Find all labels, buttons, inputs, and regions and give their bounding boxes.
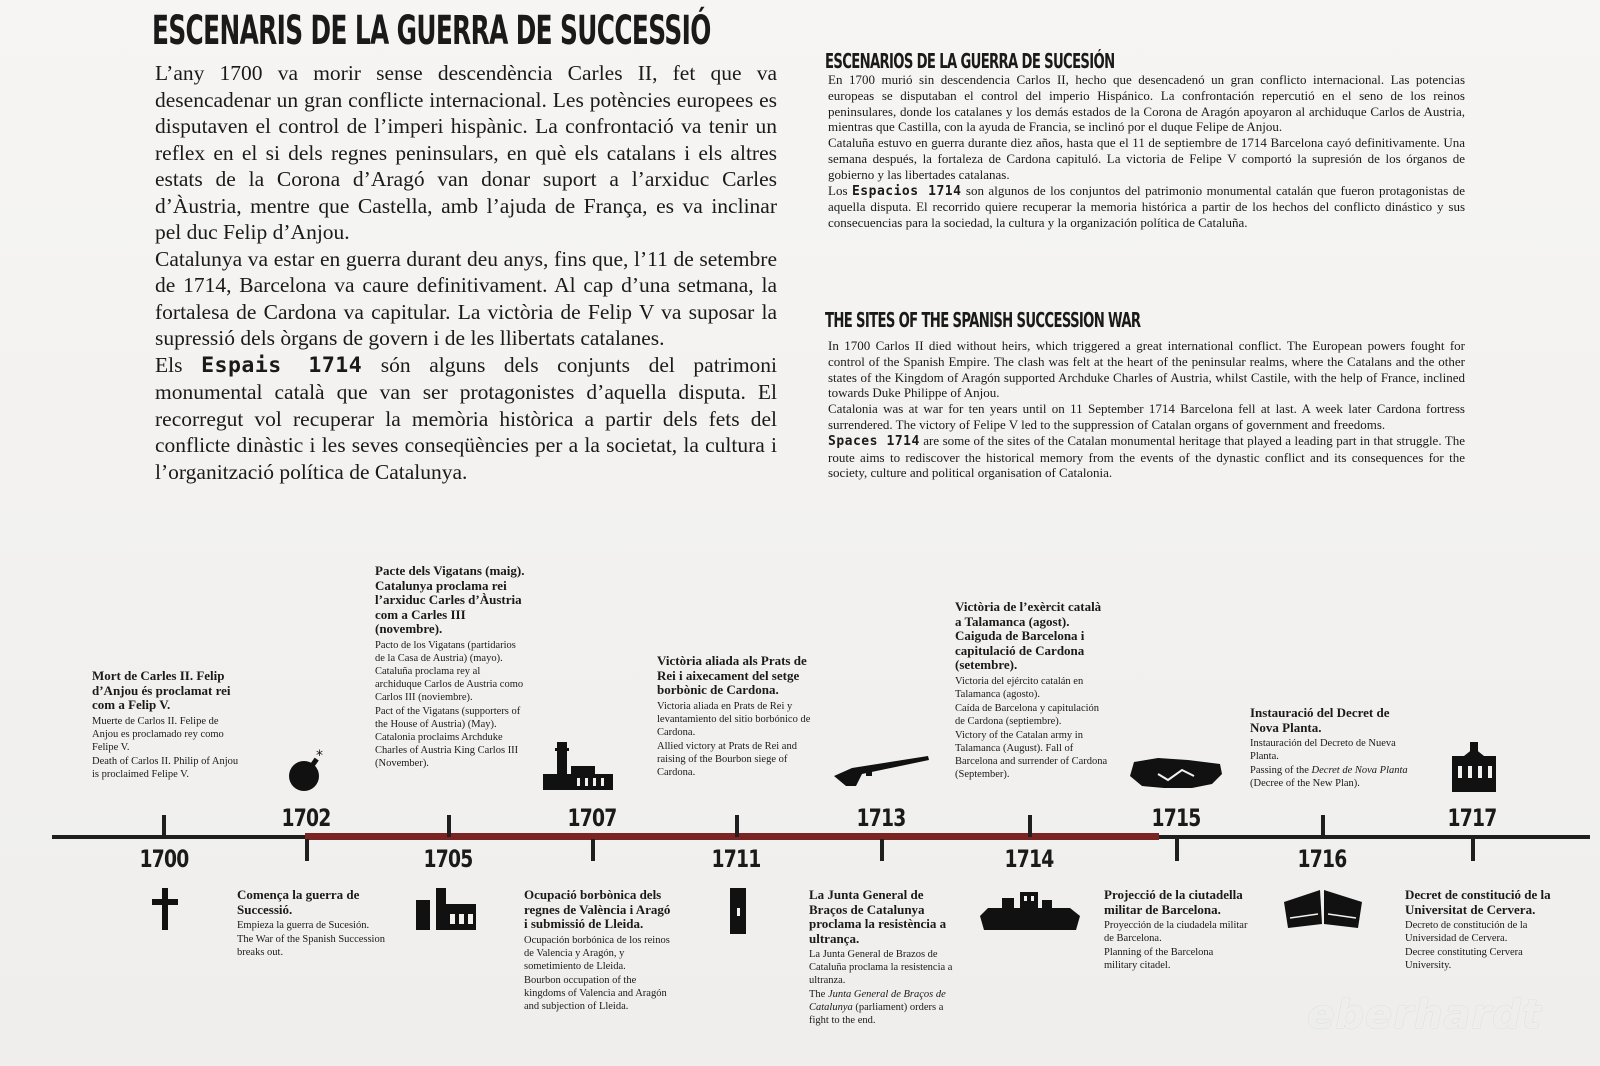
event-1716-en-end: (Decree of the New Plan). xyxy=(1250,778,1360,789)
spanish-title: ESCENARIOS DE LA GUERRA DE SUCESIÓN xyxy=(825,49,1115,73)
tick-1713 xyxy=(880,839,884,861)
event-1702-title: Comença la guerra de Successió. xyxy=(237,887,360,917)
event-1716-en-italic: Decret de Nova Planta xyxy=(1311,765,1408,776)
event-1705 xyxy=(375,564,525,771)
spanish-p3-start: Los xyxy=(828,182,848,198)
event-1717-es: Decreto de constitución de la Universidad de Cervera. xyxy=(1405,920,1528,944)
cross-icon xyxy=(150,888,180,930)
year-1705: 1705 xyxy=(423,845,473,873)
event-1705-es: Pacto de los Vigatans (partidarios de la Casa de Austria) (mayo). Cataluña proclama rey al archiduque Carlos de Austria como Carlos III (noviembre). xyxy=(375,639,524,703)
event-1714-es-1: Victoria del ejército catalán en Talamanca (agosto). xyxy=(955,675,1084,700)
event-1715 xyxy=(1104,888,1249,973)
tower-icon xyxy=(728,888,748,934)
event-1702 xyxy=(237,888,392,960)
event-1713-en-end: (parliament) orders a fight to the end. xyxy=(809,1002,944,1026)
english-p3-rest: are some of the sites of the Catalan monumental heritage that played a leading part in that struggle. The route aims to rediscover the historical memory from the events of the dynastic conflict and its consequences for the society, culture and political organisation of Catalonia. xyxy=(828,432,1466,481)
event-1716 xyxy=(1250,706,1420,791)
event-1716-title: Instauració del Decret de Nova Planta. xyxy=(1250,705,1390,735)
event-1713-en-italic: Junta General de Braços de Catalunya xyxy=(809,989,946,1013)
event-1711-es: Victoria aliada en Prats de Rei y levantamiento del sitio borbónico de Cardona. xyxy=(657,700,811,738)
year-1700: 1700 xyxy=(139,845,189,873)
catalan-espais-label: Espais 1714 xyxy=(201,352,363,378)
tick-1711 xyxy=(735,815,739,837)
event-1714 xyxy=(955,600,1110,782)
event-1713-es: La Junta General de Brazos de Cataluña proclama la resistencia a ultranza. xyxy=(809,949,953,986)
event-1700-es: Muerte de Carlos II. Felipe de Anjou es proclamado rey como Felipe V. xyxy=(92,715,224,753)
catalan-title: ESCENARIS DE LA GUERRA DE SUCCESSIÓ xyxy=(152,8,711,54)
event-1716-en-start: Passing of the xyxy=(1250,765,1309,776)
catalan-p3-rest: són alguns dels conjunts del patrimoni monumental català que van ser protagonistes d’aquella disputa. El recorregut vol recuperar la memòria històrica a partir dels fets del conflicte dinàstic i les seves conseqüències per a la societat, la cultura i l’organització política de Catalunya. xyxy=(155,352,778,484)
year-1717: 1717 xyxy=(1447,804,1497,832)
event-1713-en-start: The xyxy=(809,989,826,1000)
event-1716-en xyxy=(1250,764,1420,790)
event-1705-en: Pact of the Vigatans (supporters of the House of Austria) (May). Catalonia proclaims Archduke Charles of Austria King Carlos III (November). xyxy=(375,705,521,769)
spanish-p3-rest: son algunos de los conjuntos del patrimonio monumental catalán que fueron protagonistas de aquella disputa. El recorrido quiere recuperar la memoria histórica a partir de los hechos del conflicto dinástico y sus consecuencias para la sociedad, la cultura y la organización política de Cataluña. xyxy=(828,182,1465,231)
english-spaces-label: Spaces 1714 xyxy=(828,433,920,449)
event-1714-es-2: Caída de Barcelona y capitulación de Cardona (septiembre). xyxy=(955,702,1100,727)
event-1717-title: Decret de constitució de la Universitat de Cervera. xyxy=(1405,887,1551,917)
event-1705-title: Pacte dels Vigatans (maig). Catalunya proclama rei l’arxiduc Carles d’Àustria com a Carles III (novembre). xyxy=(375,563,525,636)
event-1711-title: Victòria aliada als Prats de Rei i aixecament del setge borbònic de Cardona. xyxy=(657,653,807,697)
event-1707-en: Bourbon occupation of the kingdoms of Valencia and Aragón and subjection of Lleida. xyxy=(524,974,667,1012)
tick-1715 xyxy=(1175,839,1179,861)
citadel-icon xyxy=(1128,756,1226,792)
spanish-espacios-label: Espacios 1714 xyxy=(851,183,962,199)
event-1715-es: Proyección de la ciudadela militar de Barcelona. xyxy=(1104,920,1248,944)
event-1717-en: Decree constituting Cervera University. xyxy=(1405,947,1523,971)
spanish-paragraph-2: Cataluña estuvo en guerra durante diez años, hasta que el 11 de septiembre de 1714 Barcelona cayó definitivamente. Una semana después, la fortaleza de Cardona capituló. La victoria de Felipe V comportó la supresión de los órganos de gobierno y las libertades catalanas. xyxy=(828,135,1465,182)
university-icon xyxy=(1450,742,1498,792)
event-1711-en: Allied victory at Prats de Rei and raising of the Bourbon siege of Cardona. xyxy=(657,740,797,778)
year-1707: 1707 xyxy=(567,804,617,832)
tick-1714 xyxy=(1028,815,1032,837)
event-1713-en xyxy=(809,988,959,1027)
catalan-paragraph-2: Catalunya va estar en guerra durant deu anys, fins que, l’11 de setembre de 1714, Barcelona va caure definitivament. Al cap d’una setmana, la fortalesa de Cardona va capitular. La victòria de Felip V va suposar la supressió dels òrgans de govern i de les llibertats catalanes. xyxy=(155,246,777,350)
event-1707-es: Ocupación borbónica de los reinos de Valencia y Aragón, y sometimiento de Lleida. xyxy=(524,934,670,972)
english-paragraph-1: In 1700 Carlos II died without heirs, which triggered a great international conflict. The European powers fought for control of the Spanish Empire. The clash was felt at the heart of the peninsular realms, where the Catalans and the other states of the Kingdom of Aragón supported Archduke Charles of Austria, whilst Castile, with the help of France, inclined towards Duke Philippe of Anjou. xyxy=(828,338,1465,401)
cathedral-icon xyxy=(541,740,615,792)
year-1715: 1715 xyxy=(1151,804,1201,832)
event-1715-en: Planning of the Barcelona military citadel. xyxy=(1104,947,1214,971)
tick-1702 xyxy=(305,839,309,861)
spanish-paragraph-1: En 1700 murió sin descendencia Carlos II, hecho que desencadenó un gran conflicto internacional. Las potencias europeas se disputaban el control del imperio Hispánico. La confrontación repercutió en el seno de los reinos peninsulares, donde los catalanes y los demás estados de la Corona de Aragón apoyaron al archiduque Carlos de Austria, mientras que Castilla, con la ayuda de Francia, se inclinó por el duque Felipe de Anjou. xyxy=(828,72,1465,135)
musket-icon xyxy=(832,752,932,792)
event-1713-title: La Junta General de Braços de Catalunya proclama la resistència a ultrança. xyxy=(809,887,947,946)
year-1713: 1713 xyxy=(856,804,906,832)
event-1715-title: Projecció de la ciutadella militar de Barcelona. xyxy=(1104,887,1243,917)
event-1700 xyxy=(92,669,242,782)
building-icon xyxy=(414,886,478,932)
book-icon xyxy=(1282,888,1364,930)
event-1700-title: Mort de Carles II. Felip d’Anjou és proclamat rei com a Felip V. xyxy=(92,668,231,712)
tick-1716 xyxy=(1321,815,1325,837)
tick-1707 xyxy=(591,839,595,861)
event-1707 xyxy=(524,888,674,1014)
event-1714-title: Victòria de l’exèrcit català a Talamanca (agost). Caiguda de Barcelona i capitulació de Cardona (setembre). xyxy=(955,599,1102,672)
bomb-icon xyxy=(288,748,328,794)
photographer-watermark: eberhardt xyxy=(1307,992,1542,1038)
event-1700-en: Death of Carlos II. Philip of Anjou is proclaimed Felipe V. xyxy=(92,755,239,780)
catalan-p3-start: Els xyxy=(155,352,183,377)
event-1716-es: Instauración del Decreto de Nueva Planta. xyxy=(1250,738,1396,762)
event-1702-en: The War of the Spanish Succession breaks out. xyxy=(237,934,385,958)
event-1713 xyxy=(809,888,959,1028)
event-1717 xyxy=(1405,888,1565,973)
year-1716: 1716 xyxy=(1297,845,1347,873)
event-1702-es: Empieza la guerra de Sucesión. xyxy=(237,920,370,931)
tick-1700 xyxy=(162,815,166,837)
svg-text:*: * xyxy=(316,748,323,764)
english-paragraph-2: Catalonia was at war for ten years until on 11 September 1714 Barcelona fell at last. A week later Cardona fortress surrendered. The victory of Felipe V led to the suppression of Catalan organs of government and freedoms. xyxy=(828,401,1465,432)
english-title: THE SITES OF THE SPANISH SUCCESSION WAR xyxy=(825,308,1141,332)
event-1714-en: Victory of the Catalan army in Talamanca (August). Fall of Barcelona and surrender of Cardona (September). xyxy=(955,729,1108,780)
event-1707-title: Ocupació borbònica dels regnes de València i Aragó i submissió de Lleida. xyxy=(524,887,671,931)
tick-1717 xyxy=(1471,839,1475,861)
catalan-paragraph-1: L’any 1700 va morir sense descendència Carles II, fet que va desencadenar un gran conflicte internacional. Les potències europees es disputaven el control de l’imperi hispànic. La confrontació va tenir un reflex en el si dels regnes peninsulars, en què els catalans i els altres estats de la Corona d’Aragó van donar suport a l’arxiduc Carles d’Àustria, mentre que Castella, amb l’ajuda de França, es va inclinar pel duc Felip d’Anjou. xyxy=(155,61,777,244)
year-1711: 1711 xyxy=(711,845,761,873)
tick-1705 xyxy=(447,815,451,837)
year-1702: 1702 xyxy=(281,804,331,832)
fortress-icon xyxy=(980,886,1080,932)
year-1714: 1714 xyxy=(1004,845,1054,873)
event-1711 xyxy=(657,654,812,780)
